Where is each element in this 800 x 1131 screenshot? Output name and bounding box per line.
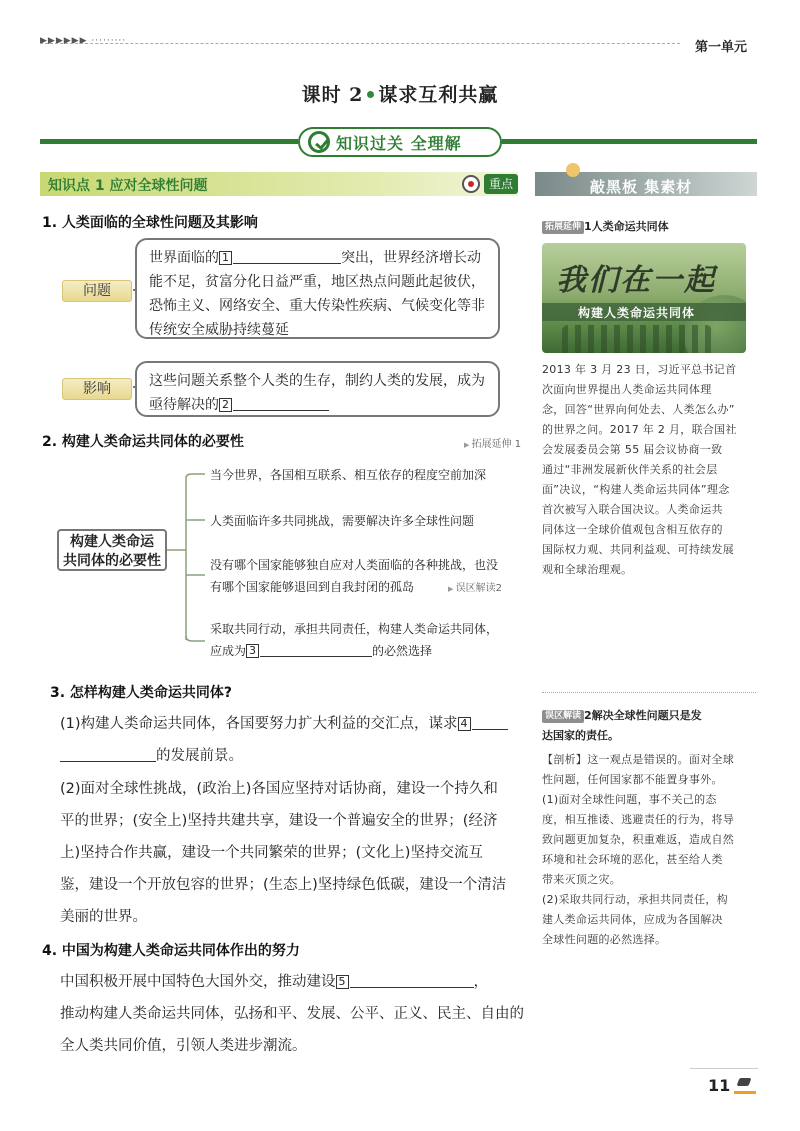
photo-subtitle: 构建人类命运共同体 [578, 306, 696, 320]
problem-line-3: 恐怖主义、网络安全、重大传染性疾病、气候变化等非 [149, 298, 485, 314]
community-photo [542, 243, 746, 353]
sidebar-mis-line-8: (2)采取共同行动，承担共同责任，构 [542, 893, 728, 906]
title-prefix: 课时 2 [301, 84, 364, 106]
photo-title: 我们在一起 [556, 263, 716, 298]
sidebar-ext-text [542, 360, 756, 580]
sidebar-mis-line-1: 【剖析】这一观点是错误的。面对全球 [542, 753, 735, 766]
banner-text: 知识过关 全理解 [336, 133, 462, 153]
branch-1: 当今世界，各国相互联系、相互依存的程度空前加深 [210, 468, 487, 482]
section4-para: 中国积极开展中国特色大国外交，推动建设 5 ， 推动构建人类命运共同体，弘扬和平、发展、公平、正义、民主、自由的 全人类共同价值，引领人类进步潮流。 [60, 966, 530, 1062]
blank-number-3: 3 [246, 644, 259, 658]
footer-rule [690, 1068, 758, 1069]
problem-label: 问题 [62, 280, 132, 302]
sidebar-mis-line-9: 建人类命运共同体，应成为各国解决 [542, 913, 723, 926]
knowledge-point-label: 知识点 1 应对全球性问题 [48, 178, 208, 194]
page-number: 11 [708, 1076, 731, 1095]
gavel-icon [734, 1078, 756, 1094]
sidebar-mis-tag: 误区解读 [542, 710, 584, 723]
sidebar-ext-line-1: 2013 年 3 月 23 日，习近平总书记首 [542, 363, 737, 376]
sidebar-mis-line-6: 环境和社会环境的恶化，甚至给人类 [542, 853, 723, 866]
impact-line-1: 这些问题关系整个人类的生存，制约人类的发展，成为 [149, 373, 485, 389]
sidebar-ext-line-3: 念，回答“世界向何处去、人类怎么办” [542, 403, 735, 416]
sidebar-mis-line-3: (1)面对全球性问题，事不关己的态 [542, 793, 717, 806]
sidebar-mis-text [542, 750, 756, 950]
sidebar-ext-line-11: 观和全球治理观。 [542, 563, 633, 576]
impact-line-2: 亟待解决的 2 [149, 393, 498, 417]
mindmap-center: 构建人类命运 共同体的必要性 [57, 529, 167, 571]
sidebar-ext-line-2: 次面向世界提出人类命运共同体理 [542, 383, 712, 396]
branch-2: 人类面临许多共同挑战，需要解决许多全球性问题 [210, 514, 475, 528]
section3-heading: 3. 怎样构建人类命运共同体? [50, 685, 233, 701]
section1-heading: 1. 人类面临的全球性问题及其影响 [42, 215, 258, 231]
sidebar-ext-line-6: 通过“非洲发展新伙伴关系的社会层 [542, 463, 718, 476]
blank-number-2: 2 [219, 398, 232, 412]
key-point-badge: 重点 [484, 174, 518, 194]
blank-3 [260, 641, 372, 657]
sidebar-mis-line-5: 致问题更加复杂，积重难返，造成自然 [542, 833, 735, 846]
sidebar-ext-line-4: 的世界之问。2017 年 2 月，联合国社 [542, 423, 737, 436]
problem-line-1: 世界面临的 1 突出，世界经济增长动 [149, 250, 481, 266]
sidebar-divider [542, 692, 756, 693]
sidebar-mis-line-7: 带来灭顶之灾。 [542, 873, 622, 886]
misread-tag: ▶ 误区解读2 [448, 583, 502, 594]
sidebar-ext-line-8: 首次被写入联合国决议。人类命运共 [542, 503, 723, 516]
sidebar-ext-line-10: 国际权力观、共同利益观、可持续发展 [542, 543, 735, 556]
title-main: 谋求互利共赢 [378, 84, 499, 106]
section3-para-2: (2)面对全球性挑战，(政治上)各国应坚持对话协商，建设一个持久和 平的世界；(安全上)坚持共建共享，建设一个普遍安全的世界；(经济 上)坚持合作共赢，建设一个共同繁荣的世界；(文化上)坚持交流互 鉴，建设一个开放包容的世界；(生态上)坚持绿色低碳，建设一个清洁 美丽的世界。 [60, 781, 507, 925]
blank-5 [350, 970, 474, 988]
sidebar-banner-text: 敲黑板 集素材 [590, 178, 693, 196]
blank-4b [60, 744, 156, 762]
sidebar-mis-line-10: 全球性问题的必然选择。 [542, 933, 667, 946]
sidebar-mis-heading: 误区解读 2解决全球性问题只是发 达国家的责任。 [542, 709, 702, 742]
unit-label: 第一单元 [695, 40, 748, 55]
impact-label: 影响 [62, 378, 132, 400]
section4-heading: 4. 中国为构建人类命运共同体作出的努力 [42, 943, 300, 959]
blank-number-4: 4 [458, 717, 471, 731]
blank-number-1: 1 [219, 251, 232, 265]
extension-tag: ▶ 拓展延伸 1 [464, 435, 521, 450]
sidebar-ext-line-9: 同体这一全球价值观包含相互依存的 [542, 523, 723, 536]
people-silhouettes [562, 325, 712, 353]
sidebar-ext-heading: 拓展延伸 1人类命运共同体 [542, 218, 669, 234]
section2-heading: 2. 构建人类命运共同体的必要性 [42, 434, 244, 450]
sidebar-mis-line-2: 性问题，任何国家都不能置身事外。 [542, 773, 723, 786]
blank-4a [472, 712, 508, 730]
sidebar-ext-line-5: 会发展委员会第 55 届会议协商一致 [542, 443, 723, 456]
sidebar-ext-tag: 拓展延伸 [542, 221, 584, 234]
sidebar-mis-line-4: 度，相互推诿、逃避责任的行为，将导 [542, 813, 735, 826]
section3-para-1: (1)构建人类命运共同体，各国要努力扩大利益的交汇点，谋求 4 的发展前景。 [60, 708, 520, 772]
header-decoration: ▶▶▶▶▶▶ ········· [40, 36, 127, 46]
problem-line-2: 能不足，贫富分化日益严重，地区热点问题此起彼伏， [149, 274, 485, 290]
blank-number-5: 5 [336, 975, 349, 989]
problem-line-4: 传统安全威胁持续蔓延 [149, 322, 289, 338]
sidebar-ext-line-7: 面”决议，“构建人类命运共同体”理念 [542, 483, 730, 496]
branch-3: 没有哪个国家能够独自应对人类面临的各种挑战，也没 有哪个国家能够退回到自我封闭的孤岛▶ 误区解读2 [210, 554, 498, 600]
branch-4: 采取共同行动，承担共同责任，构建人类命运共同体， 应成为 3 的必然选择 [210, 622, 499, 658]
